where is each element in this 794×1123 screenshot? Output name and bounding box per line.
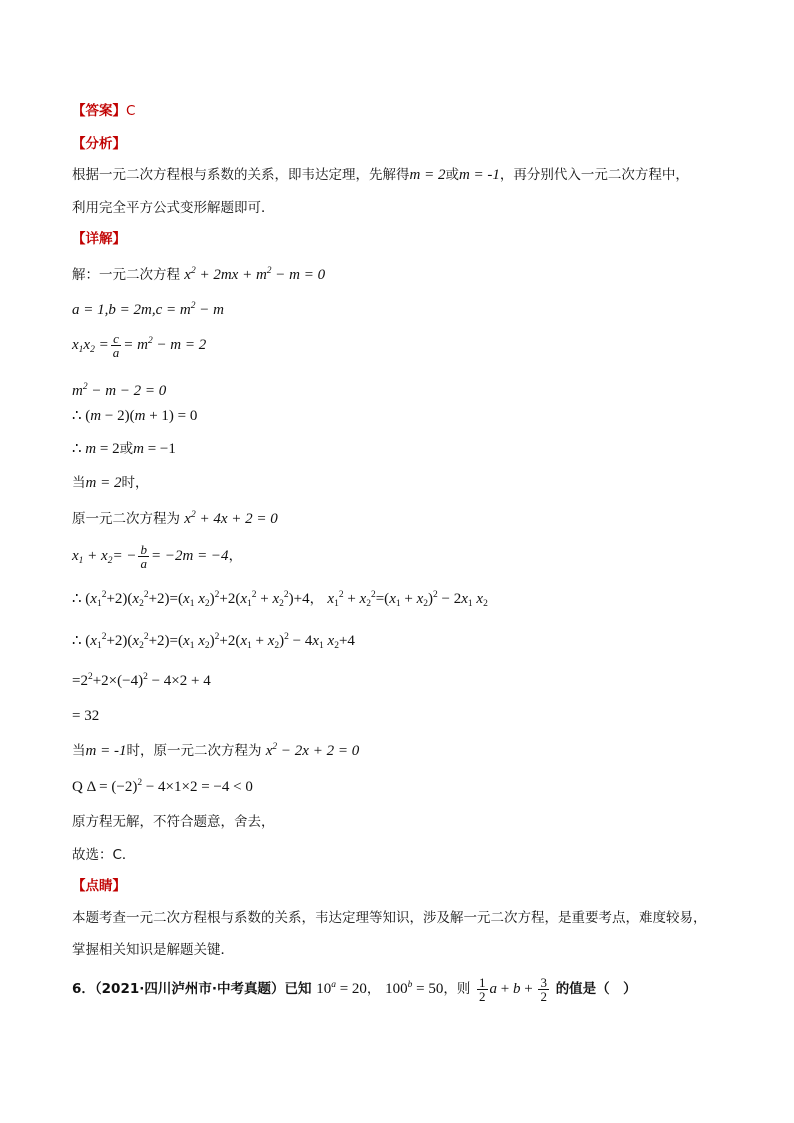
equation-expansion-1: ∴ $(x_1^2+2)(x_2^2+2)=(x_1$ $x_2)^2+2(x_1^2 + x_2^2)+4$ xyxy=(72,590,310,609)
detail-step-12 xyxy=(72,707,99,725)
detail-tag: 【详解】 xyxy=(72,231,126,247)
analysis-m2: m = -1 xyxy=(458,167,500,183)
analysis-heading xyxy=(72,135,126,153)
detail-step-4 xyxy=(72,378,166,400)
detail-step-11 xyxy=(72,668,211,690)
detail-step-7 xyxy=(72,506,278,528)
equation-quadratic: $x^2 + 2mx + m^2 - m = 0$ xyxy=(184,266,326,283)
comment-tag: 【点睛】 xyxy=(72,878,126,894)
comment-text-1: 本题考查一元二次方程根与系数的关系，韦达定理等知识，涉及解一元二次方程，是重要考点，难度较易， xyxy=(72,910,707,926)
question-number: 6． xyxy=(72,981,95,997)
case-neg1-eq: m = -1 xyxy=(85,743,127,759)
equation-target: $\frac{1}{2}$ a + b + $\frac{3}{2}$ xyxy=(479,975,547,1005)
equation-coefficients: $a = 1,b = 2m,c = m^2 - m$ xyxy=(72,301,224,318)
equation-product: $x_1x_2$ = $\frac{c}{a}$ = $m^2 - m = 2$ xyxy=(72,331,207,361)
no-solution-text: 原方程无解，不符合题意，舍去， xyxy=(72,814,275,830)
question-6: 6．（2021·四川泸州市·中考真题）已知 $10^a = 20$， $100^b = 50$，则 $\frac{1}{2}$ a + b + $\frac{3}{2}$ 的值是（ ） xyxy=(72,975,637,1005)
detail-step-13 xyxy=(72,774,253,796)
answer-tag: 【答案】 xyxy=(72,103,126,119)
solve-prefix: 解：一元二次方程 xyxy=(72,267,180,283)
orig-eq-prefix: 原一元二次方程为 xyxy=(72,511,180,527)
equation-m-quadratic: $m^2 - m - 2 = 0$ xyxy=(72,382,167,399)
comment-heading xyxy=(72,877,126,895)
analysis-or: 或 xyxy=(445,167,459,183)
detail-step-14 xyxy=(72,813,275,831)
analysis-text-1b: ，再分别代入一元二次方程中， xyxy=(499,167,689,183)
detail-case-m2 xyxy=(72,474,148,492)
equation-given-2: $100^b = 50$ xyxy=(385,980,444,997)
detail-step-15 xyxy=(72,846,135,864)
analysis-text-1: 根据一元二次方程根与系数的关系，即韦达定理，先解得 xyxy=(72,167,410,183)
equation-neg1-substituted: $x^2 - 2x + 2 = 0$ xyxy=(265,742,360,759)
answer-line xyxy=(72,102,135,120)
detail-step-1 xyxy=(72,262,325,284)
analysis-line-2 xyxy=(72,199,275,217)
case-m2-when: 当 xyxy=(72,475,86,491)
case-m2-eq: m = 2 xyxy=(85,475,122,491)
equation-discriminant: Q $\Delta = (-2)^2 - 4\times 1\times 2 = -4 < 0$ xyxy=(72,778,253,795)
detail-step-9: ∴ $(x_1^2+2)(x_2^2+2)=(x_1$ $x_2)^2+2(x_1^2 + x_2^2)+4$， $x_1^2 + x_2^2=(x_1 + x_2)^2 - 2x_1$ $x_2$ xyxy=(72,590,488,609)
case-m2-post: 时， xyxy=(121,475,149,491)
question-prefix: 已知 xyxy=(284,981,312,997)
detail-step-10 xyxy=(72,628,355,655)
case-neg1-when: 当 xyxy=(72,743,86,759)
choose-text: 故选：C． xyxy=(72,847,136,863)
detail-case-m-neg1 xyxy=(72,738,359,760)
equation-m2-substituted: $x^2 + 4x + 2 = 0$ xyxy=(184,510,278,527)
equation-sum: $x_1 + x_2=$ − $\frac{b}{a}$ = −2m = −4 xyxy=(72,542,229,571)
case-neg1-post: 时，原一元二次方程为 xyxy=(126,743,262,759)
answer-value: C xyxy=(126,103,136,119)
comment-line-1 xyxy=(72,909,707,927)
equation-numeric: $=2^2+2\times(-4)^2 - 4\times 2 + 4$ xyxy=(72,672,211,689)
detail-step-8: $x_1 + x_2=$ − $\frac{b}{a}$ = −2m = −4， xyxy=(72,542,243,571)
detail-heading xyxy=(72,230,126,248)
detail-step-3 xyxy=(72,332,206,359)
equation-expansion-2: ∴ $(x_1^2+2)(x_2^2+2)=(x_1$ $x_2)^2+2(x_1 + x_2)^2 - 4x_1$ $x_2+4$ xyxy=(72,632,355,651)
question-source: （2021·四川泸州市·中考真题） xyxy=(94,981,285,997)
analysis-m1: m = 2 xyxy=(409,167,446,183)
equation-result: = 32 xyxy=(72,708,100,724)
comment-text-2: 掌握相关知识是解题关键． xyxy=(72,942,234,958)
equation-sum-squares: $x_1^2 + x_2^2=(x_1 + x_2)^2 - 2x_1$ $x_2$ xyxy=(327,590,488,609)
equation-given-1: $10^a = 20$ xyxy=(316,980,367,997)
detail-step-5 xyxy=(72,407,197,425)
detail-step-6 xyxy=(72,440,176,458)
question-suffix: 的值是（ ） xyxy=(555,981,637,997)
analysis-tag: 【分析】 xyxy=(72,136,126,152)
equation-roots: ∴ m = 2或m = −1 xyxy=(72,441,176,457)
analysis-line-1 xyxy=(72,166,689,184)
detail-step-2 xyxy=(72,297,224,319)
comment-line-2 xyxy=(72,941,234,959)
equation-factored: ∴ (m − 2)(m + 1) = 0 xyxy=(72,408,198,424)
analysis-text-2: 利用完全平方公式变形解题即可． xyxy=(72,200,275,216)
